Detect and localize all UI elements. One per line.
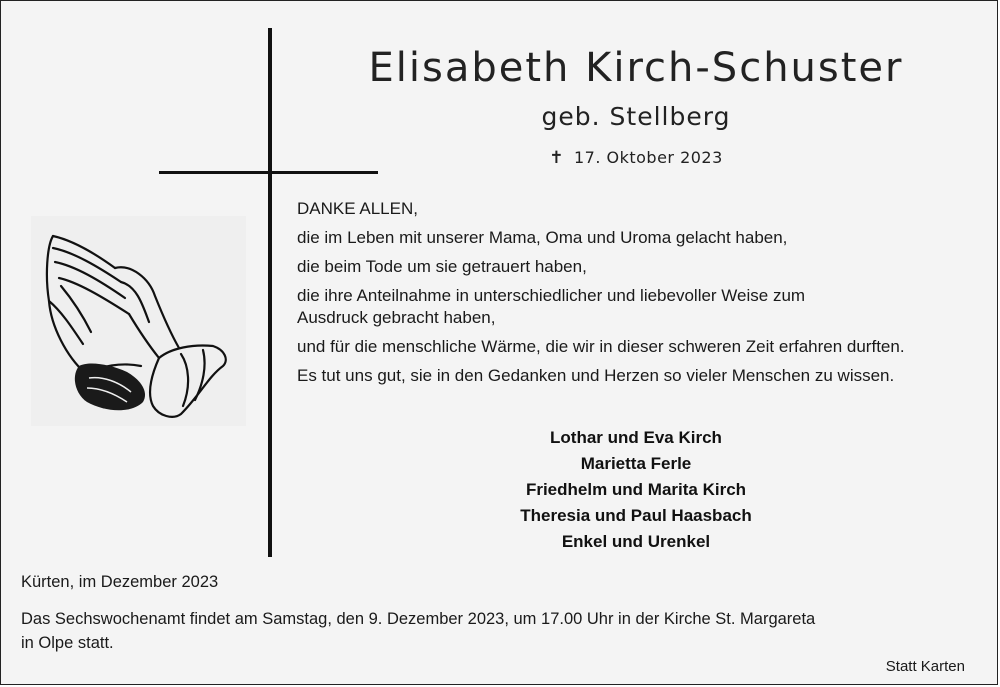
service-line: in Olpe statt. xyxy=(21,634,114,652)
signer: Marietta Ferle xyxy=(580,454,692,473)
signer: Friedhelm und Marita Kirch xyxy=(525,480,747,499)
maiden-name: geb. Stellberg xyxy=(541,102,731,131)
signer: Enkel und Urenkel xyxy=(561,532,711,551)
thanks-line: die im Leben mit unserer Mama, Oma und Uroma gelacht haben, xyxy=(297,228,788,247)
cross-icon-bar xyxy=(159,171,378,174)
place-date: Kürten, im Dezember 2023 xyxy=(21,573,219,591)
thanks-line: Ausdruck gebracht haben, xyxy=(297,308,496,327)
cross-icon xyxy=(268,28,272,557)
death-date: 17. Oktober 2023 xyxy=(573,148,723,167)
signers-list xyxy=(301,425,971,555)
service-line: Das Sechswochenamt findet am Samstag, den 9. Dezember 2023, um 17.00 Uhr in der Kirche St. Margareta xyxy=(21,610,816,628)
statt-karten: Statt Karten xyxy=(885,658,965,675)
praying-hands-icon xyxy=(31,216,246,426)
thanks-line: und für die menschliche Wärme, die wir in dieser schweren Zeit erfahren durften. xyxy=(297,337,905,356)
thanks-heading: DANKE ALLEN, xyxy=(297,199,418,218)
death-date-line xyxy=(301,148,971,168)
thanks-text xyxy=(297,198,987,394)
death-cross-icon: ✝ xyxy=(549,148,564,168)
thanks-line: Es tut uns gut, sie in den Gedanken und Herzen so vieler Menschen zu wissen. xyxy=(297,366,895,385)
thanks-line: die ihre Anteilnahme in unterschiedlicher und liebevoller Weise zum xyxy=(297,286,806,305)
signer: Theresia und Paul Haasbach xyxy=(520,506,752,525)
thanks-line: die beim Tode um sie getrauert haben, xyxy=(297,257,587,276)
deceased-name: Elisabeth Kirch-Schuster xyxy=(368,45,904,91)
service-announcement xyxy=(21,607,951,655)
signer: Lothar und Eva Kirch xyxy=(550,428,722,447)
